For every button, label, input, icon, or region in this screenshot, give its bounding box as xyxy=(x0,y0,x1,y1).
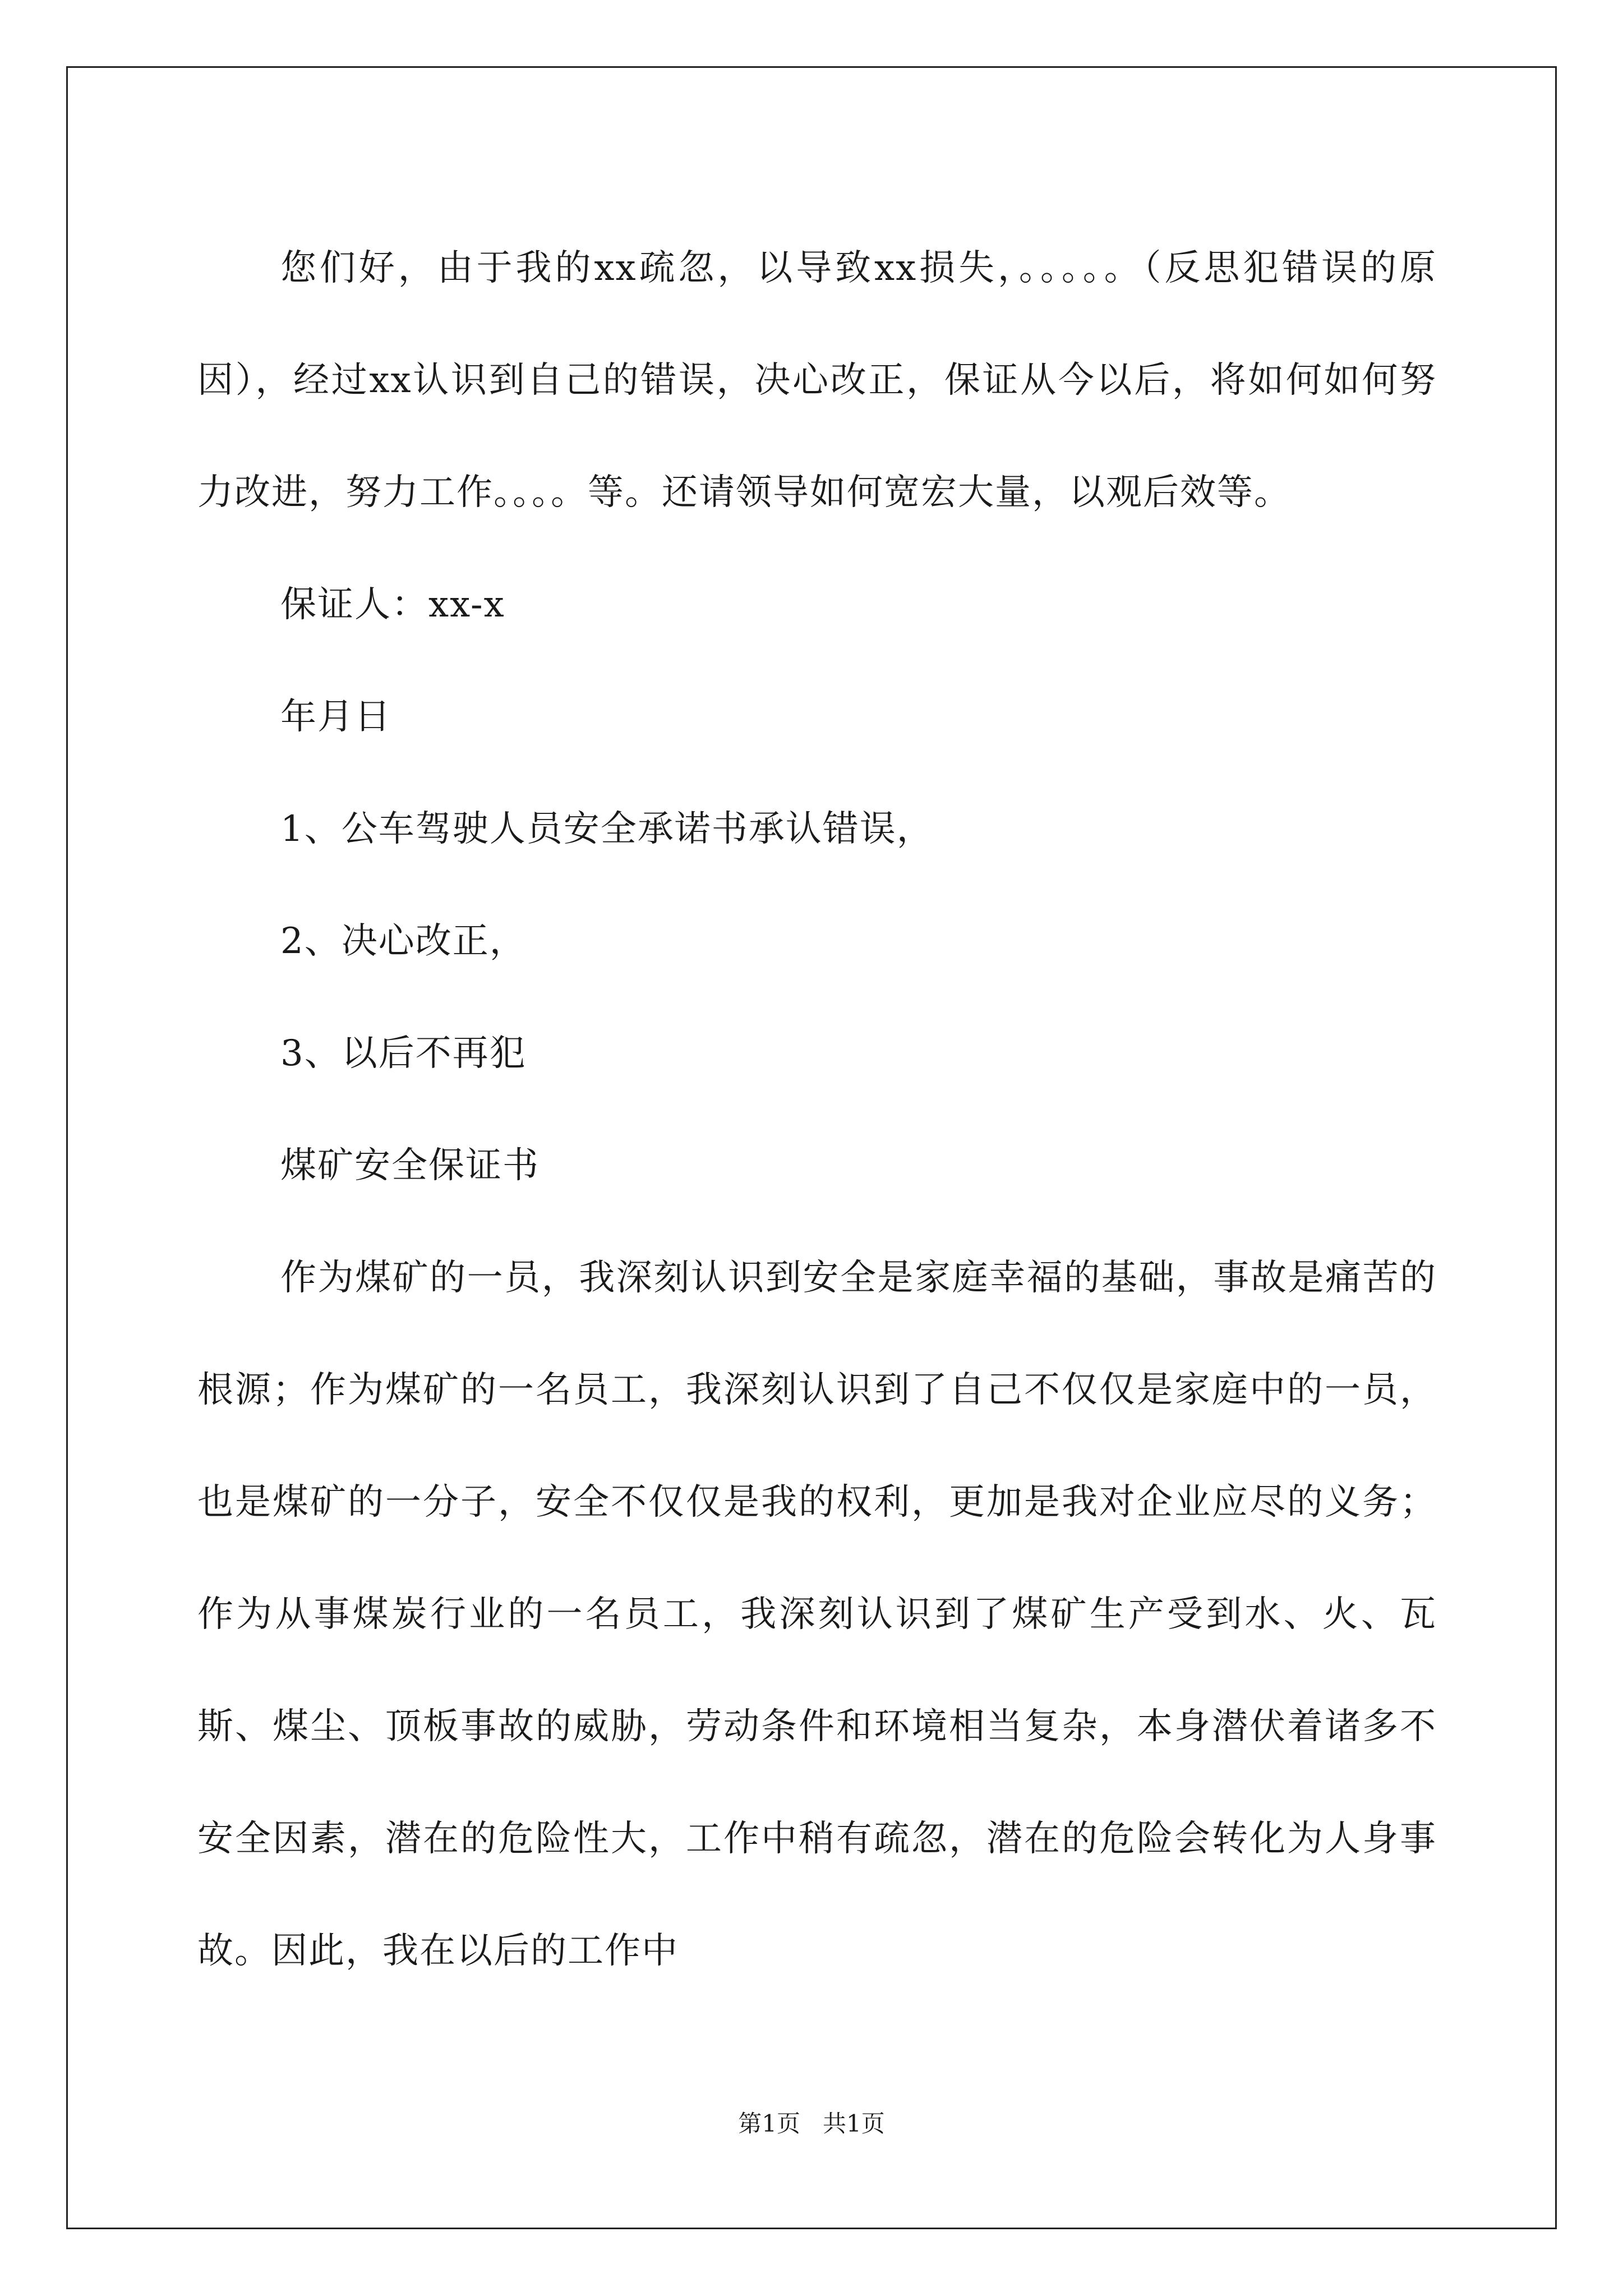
list-item-2: 2、决心改正， xyxy=(280,921,527,962)
list-item-1: 1、公车驾驶人员安全承诺书承认错误， xyxy=(280,808,934,850)
paragraph-guarantor: 保证人：xx-x xyxy=(280,584,505,625)
document-body xyxy=(197,212,1437,2007)
page-footer xyxy=(0,2107,1623,2141)
paragraph-apology: 您们好，由于我的xx疏忽，以导致xx损失，。。。。。（反思犯错误的原因），经过xx认识到自己的错误，决心改正，保证从今以后，将如何如何努力改进，努力工作。。。。等。还请领导如何宽宏大量，以观后效等。 xyxy=(197,247,1437,513)
page-number: 第1页 xyxy=(738,2110,800,2137)
paragraph-coal-mine-safety: 作为煤矿的一员，我深刻认识到安全是家庭幸福的基础，事故是痛苦的根源；作为煤矿的一名员工，我深刻认识到了自己不仅仅是家庭中的一员，也是煤矿的一分子，安全不仅仅是我的权利，更加是我对企业应尽的义务；作为从事煤炭行业的一名员工，我深刻认识到了煤矿生产受到水、火、瓦斯、煤尘、顶板事故的威胁，劳动条件和环境相当复杂，本身潜伏着诸多不安全因素，潜在的危险性大，工作中稍有疏忽，潜在的危险会转化为人身事故。因此，我在以后的工作中 xyxy=(197,1257,1437,1972)
page-total: 共1页 xyxy=(823,2110,885,2137)
list-item-3: 3、以后不再犯 xyxy=(280,1033,527,1074)
section-title: 煤矿安全保证书 xyxy=(280,1145,540,1186)
paragraph-date: 年月日 xyxy=(280,696,391,738)
